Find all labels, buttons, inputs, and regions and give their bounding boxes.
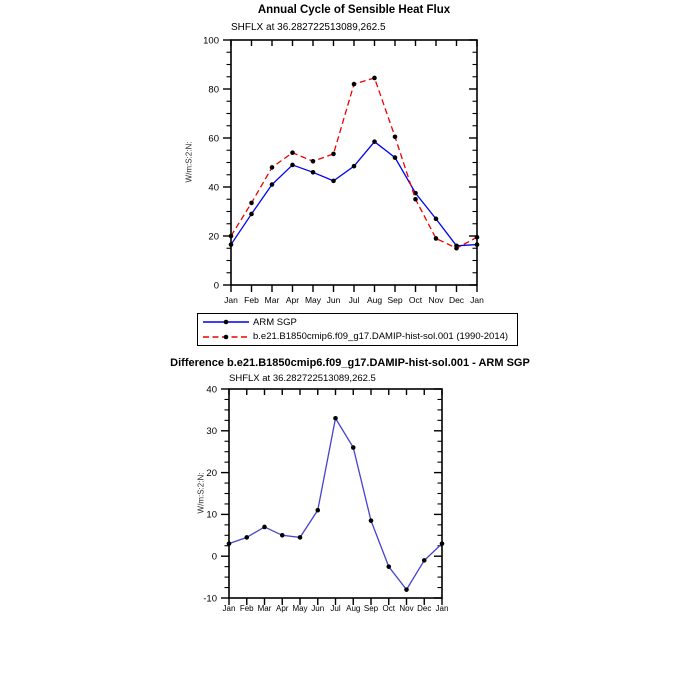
data-point-marker xyxy=(386,564,391,569)
plot-frame xyxy=(231,40,477,285)
y-axis-tick-label: 20 xyxy=(206,467,217,479)
data-point-marker xyxy=(333,416,338,421)
data-point-marker xyxy=(270,182,275,187)
y-axis-tick-label: 30 xyxy=(206,426,217,438)
month-label: Oct xyxy=(382,604,395,613)
data-point-marker xyxy=(229,234,234,239)
month-label: Nov xyxy=(399,604,414,613)
data-point-marker xyxy=(393,134,398,139)
data-point-marker xyxy=(393,155,398,160)
legend-line-sample-solid-icon xyxy=(202,316,250,328)
legend-item-arm-sgp xyxy=(202,316,517,329)
month-label: Jun xyxy=(326,295,341,305)
data-point-marker xyxy=(290,163,295,168)
top-chart-y-axis-label: W/m:S:2:N: xyxy=(184,141,194,183)
month-label: Jan xyxy=(470,295,484,305)
legend-label-model: b.e21.B1850cmip6.f09_g17.DAMIP-hist-sol.001 (1990-2014) xyxy=(253,331,509,343)
y-axis-tick-label: 40 xyxy=(206,384,217,396)
data-point-marker xyxy=(331,179,336,184)
legend-marker xyxy=(224,320,229,325)
month-label: Jan xyxy=(224,295,238,305)
data-point-marker xyxy=(311,170,316,175)
month-label: Jan xyxy=(222,604,236,613)
y-axis-tick-label: 80 xyxy=(208,84,219,96)
data-point-marker xyxy=(475,235,480,240)
data-point-marker xyxy=(298,535,303,540)
month-label: Sep xyxy=(387,295,403,305)
series-line-0 xyxy=(231,142,477,246)
month-label: Apr xyxy=(285,295,300,305)
month-label: Dec xyxy=(448,295,465,305)
data-point-marker xyxy=(315,508,320,513)
y-axis-tick-label: 0 xyxy=(211,551,217,563)
legend xyxy=(197,313,518,346)
y-axis-tick-label: 0 xyxy=(213,280,219,292)
data-point-marker xyxy=(290,150,295,155)
month-label: Mar xyxy=(264,295,280,305)
month-label: Sep xyxy=(363,604,379,613)
data-point-marker xyxy=(229,242,234,247)
series-line-1 xyxy=(231,78,477,248)
month-label: Nov xyxy=(428,295,444,305)
legend-marker xyxy=(224,335,229,340)
month-label: Aug xyxy=(346,604,361,613)
y-axis-tick-label: 60 xyxy=(208,133,219,145)
month-label: Jul xyxy=(330,604,341,613)
series-line-0 xyxy=(229,418,442,589)
legend-item-model xyxy=(202,330,517,343)
data-point-marker xyxy=(434,217,439,222)
month-label: Feb xyxy=(239,604,254,613)
bottom-chart-y-axis-label: W/m:S:2:N: xyxy=(196,472,206,514)
month-label: Dec xyxy=(417,604,432,613)
data-point-marker xyxy=(475,242,480,247)
month-label: May xyxy=(304,295,322,305)
data-point-marker xyxy=(262,525,267,530)
data-point-marker xyxy=(244,535,249,540)
month-label: Jan xyxy=(435,604,449,613)
data-point-marker xyxy=(434,236,439,241)
month-label: Jul xyxy=(348,295,360,305)
month-label: Mar xyxy=(257,604,272,613)
data-point-marker xyxy=(422,558,427,563)
data-point-marker xyxy=(372,139,377,144)
month-label: Apr xyxy=(276,604,289,613)
data-point-marker xyxy=(331,152,336,157)
data-point-marker xyxy=(352,82,357,87)
top-chart-title: Annual Cycle of Sensible Heat Flux xyxy=(257,4,451,16)
legend-label-arm-sgp: ARM SGP xyxy=(253,316,297,328)
data-point-marker xyxy=(404,587,409,592)
data-point-marker xyxy=(351,445,356,450)
month-label: Jun xyxy=(311,604,325,613)
y-axis-tick-label: -10 xyxy=(203,593,217,605)
data-point-marker xyxy=(227,541,232,546)
legend-line-sample-dashed-icon xyxy=(202,331,250,343)
bottom-chart-title: Difference b.e21.B1850cmip6.f09_g17.DAMIP-hist-sol.001 - ARM SGP xyxy=(170,357,530,369)
y-axis-tick-label: 100 xyxy=(203,35,219,47)
data-point-marker xyxy=(249,212,254,217)
month-label: Oct xyxy=(408,295,423,305)
data-point-marker xyxy=(280,533,285,538)
data-point-marker xyxy=(369,518,374,523)
month-label: Feb xyxy=(244,295,259,305)
y-axis-tick-label: 10 xyxy=(206,509,217,521)
y-axis-tick-label: 40 xyxy=(208,182,219,194)
y-axis-tick-label: 20 xyxy=(208,231,219,243)
data-point-marker xyxy=(454,246,459,251)
data-point-marker xyxy=(311,159,316,164)
data-point-marker xyxy=(413,197,418,202)
data-point-marker xyxy=(270,165,275,170)
data-point-marker xyxy=(249,201,254,206)
data-point-marker xyxy=(372,76,377,81)
bottom-chart-subtitle: SHFLX at 36.282722513089,262.5 xyxy=(229,373,376,384)
data-point-marker xyxy=(440,541,445,546)
month-label: Aug xyxy=(366,295,383,305)
top-chart-subtitle: SHFLX at 36.282722513089,262.5 xyxy=(231,22,386,33)
month-label: May xyxy=(292,604,308,613)
data-point-marker xyxy=(352,164,357,169)
